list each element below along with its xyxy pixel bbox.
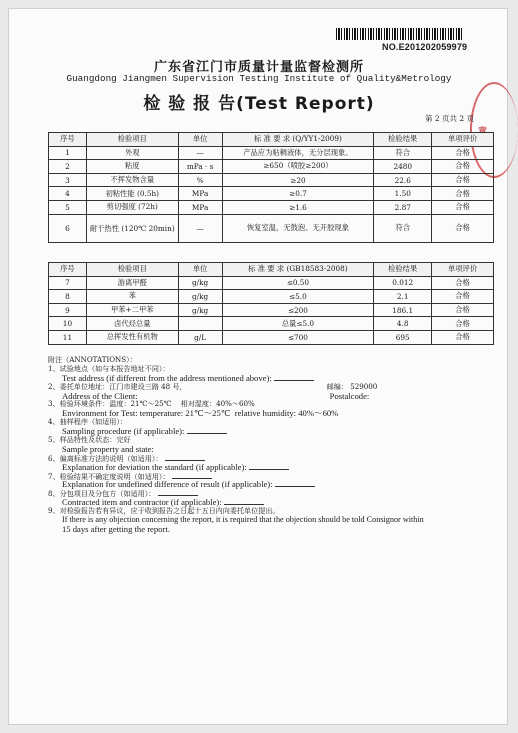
table-row — [49, 290, 494, 304]
cell: MPa — [178, 200, 222, 214]
cell: 2480 — [374, 160, 432, 174]
cell: % — [178, 173, 222, 187]
cell: g/kg — [178, 276, 222, 290]
cell: 符合 — [374, 214, 432, 242]
note-7-cn-text: 7、检验结果不确定度说明（如适用）： — [48, 471, 170, 481]
cell: 合格 — [432, 317, 494, 331]
header-cell: 单位 — [178, 263, 222, 277]
report-title: 检 验 报 告(Test Report) — [143, 94, 375, 114]
table-row — [49, 214, 494, 242]
cell: 符合 — [374, 146, 432, 160]
humidity-value: 40%～60% — [216, 399, 255, 409]
cell: ≤5.0 — [222, 290, 374, 304]
cell: 合格 — [432, 200, 494, 214]
cell: 11 — [49, 330, 87, 344]
blank-line — [165, 454, 205, 461]
annotations-heading: 附注（ANNOTATIONS）： — [48, 355, 137, 364]
cell — [178, 317, 222, 331]
note-9-en-line1: If there is any objection concerning the report, it is required that the objection should be told Consignor within — [62, 515, 424, 525]
note-8-en-text: Contracted item and contractor (if applicable): — [62, 497, 222, 508]
cell: 粘度 — [86, 160, 178, 174]
note-5-cn: 5、样品特性及状态：完好 — [48, 435, 131, 445]
table-row — [49, 200, 494, 214]
cell: 0.012 — [374, 276, 432, 290]
postcode-value: 529000 — [350, 381, 378, 391]
cell: 10 — [49, 317, 87, 331]
header-cell: 序号 — [49, 263, 87, 277]
test-results-table-1 — [48, 132, 494, 243]
blank-line — [158, 489, 198, 496]
blank-line — [275, 480, 315, 487]
cell: ≥1.6 — [222, 200, 374, 214]
cell: 合格 — [432, 214, 494, 242]
cell: ≥20 — [222, 173, 374, 187]
note-6-cn-text: 6、偏离标准方法的说明（如适用）： — [48, 453, 163, 463]
cell: 9 — [49, 303, 87, 317]
cell: 3 — [49, 173, 87, 187]
cell: 恢复室温，无鼓泡、无开胶现象 — [222, 214, 374, 242]
blank-line — [249, 463, 289, 470]
cell: 6 — [49, 214, 87, 242]
test-results-table-2 — [48, 262, 494, 345]
cell: ≤200 — [222, 303, 374, 317]
header-cell: 序号 — [49, 133, 87, 147]
note-7-en-text: Explanation for undefined difference of result (if applicable): — [62, 479, 273, 490]
cell: MPa — [178, 187, 222, 201]
note-5-en: Sample property and state: — [62, 443, 154, 454]
cell: 5 — [49, 200, 87, 214]
table-row — [49, 173, 494, 187]
header-cell: 单位 — [178, 133, 222, 147]
cell: 2 — [49, 160, 87, 174]
note-9-cn: 9、对检验报告若有异议，应于收到报告之日起十五日内向委托单位提出。 — [48, 506, 280, 516]
table-row — [49, 276, 494, 290]
cell: — — [178, 214, 222, 242]
cell: 1 — [49, 146, 87, 160]
cell: 耐干热性 (120℃ 20min) — [86, 214, 178, 242]
humidity-value-en: 40%～60% — [298, 408, 339, 419]
blank-line — [224, 498, 264, 505]
header-cell: 标 准 要 求 (Q/YY1-2009) — [222, 133, 374, 147]
note-7-en — [48, 480, 493, 489]
document-number: NO.E201202059979 — [382, 42, 468, 52]
cell: mPa · s — [178, 160, 222, 174]
cell: ≥0.7 — [222, 187, 374, 201]
cell: 22.6 — [374, 173, 432, 187]
cell: 合格 — [432, 187, 494, 201]
table-row — [49, 146, 494, 160]
note-4-en-text: Sampling procedure (if applicable): — [62, 426, 185, 437]
cell: 产品应为粘稠液体，无分层现象。 — [222, 146, 374, 160]
table-row — [49, 160, 494, 174]
cell: 2.1 — [374, 290, 432, 304]
header-cell: 检验结果 — [374, 133, 432, 147]
note-8-cn-text: 8、分包项目及分包方（如适用）： — [48, 489, 156, 499]
cell: g/kg — [178, 290, 222, 304]
cell: 剪切强度 (72h) — [86, 200, 178, 214]
table-row — [49, 317, 494, 331]
header-cell: 标 准 要 求 (GB18583-2008) — [222, 263, 374, 277]
cell: 4.8 — [374, 317, 432, 331]
cell: g/kg — [178, 303, 222, 317]
cell: ≤700 — [222, 330, 374, 344]
header-cell: 检验项目 — [86, 133, 178, 147]
note-4-cn: 4、抽样程序（如适用）： — [48, 417, 127, 427]
cell: 合格 — [432, 330, 494, 344]
barcode — [336, 28, 464, 40]
cell: 苯 — [86, 290, 178, 304]
cell: 初粘性能 (0.5h) — [86, 187, 178, 201]
cell: 游离甲醛 — [86, 276, 178, 290]
cell: 186.1 — [374, 303, 432, 317]
cell: 不挥发物含量 — [86, 173, 178, 187]
humidity-label-en: relative humidity: — [234, 408, 297, 419]
postcode-label-en: Postalcode: — [329, 390, 370, 401]
table-row — [49, 303, 494, 317]
cell: 合格 — [432, 276, 494, 290]
cell: 8 — [49, 290, 87, 304]
cell: 甲苯+二甲苯 — [86, 303, 178, 317]
institute-name-en: Guangdong Jiangmen Supervision Testing Institute of Quality&Metrology — [66, 73, 452, 84]
table-row — [49, 187, 494, 201]
blank-line — [187, 427, 227, 434]
note-6-en-text: Explanation for deviation the standard (if applicable): — [62, 461, 247, 472]
note-3-cn-text: 3、检验环境条件：温度： — [48, 399, 131, 409]
note-2-en-text: Address of the Client: — [62, 390, 138, 401]
cell: ≥650（喷胶≥200） — [222, 160, 374, 174]
annotations — [48, 356, 493, 534]
header-cell: 单项评价 — [432, 133, 494, 147]
institute-name-cn: 广东省江门市质量计量监督检测所 — [153, 60, 364, 75]
note-9-en-line2: 15 days after getting the report. — [62, 523, 170, 534]
table-row — [49, 330, 494, 344]
cell: 总挥发性有机物 — [86, 330, 178, 344]
table-header-row — [49, 263, 494, 277]
header-cell: 检验项目 — [86, 263, 178, 277]
cell: 7 — [49, 276, 87, 290]
postcode-label: 邮编： — [326, 381, 348, 391]
note-3-en-text: Environment for Test: temperature: — [62, 408, 184, 419]
cell: 合格 — [432, 146, 494, 160]
cell: 1.50 — [374, 187, 432, 201]
cell: — — [178, 146, 222, 160]
cell: 总量≤5.0 — [222, 317, 374, 331]
note-6-en — [48, 463, 493, 472]
cell: 外观 — [86, 146, 178, 160]
cell: 2.87 — [374, 200, 432, 214]
humidity-label: 相对湿度： — [180, 399, 217, 409]
cell: 卤代烃总量 — [86, 317, 178, 331]
temperature-value: 21℃～25℃ — [130, 399, 172, 409]
note-1-cn: 1、试验地点（如与本报告地址不同）： — [48, 363, 170, 373]
header-cell: 单项评价 — [432, 263, 494, 277]
page-number: 第 2 页共 2 页 — [425, 114, 475, 123]
blank-line — [172, 472, 212, 479]
cell: 合格 — [432, 160, 494, 174]
cell: ≤0.50 — [222, 276, 374, 290]
table-header-row — [49, 133, 494, 147]
note-2-cn-text: 2、委托单位地址：江门市建设三路 48 号， — [48, 381, 187, 391]
cell: 合格 — [432, 290, 494, 304]
note-1-en-text: Test address (if different from the address mentioned above): — [62, 372, 272, 383]
cell: 合格 — [432, 173, 494, 187]
cell: 695 — [374, 330, 432, 344]
blank-line — [274, 374, 314, 381]
temperature-value-en: 21℃～25℃ — [185, 408, 231, 419]
header-cell: 检验结果 — [374, 263, 432, 277]
cell: 4 — [49, 187, 87, 201]
cell: 合格 — [432, 303, 494, 317]
cell: g/L — [178, 330, 222, 344]
